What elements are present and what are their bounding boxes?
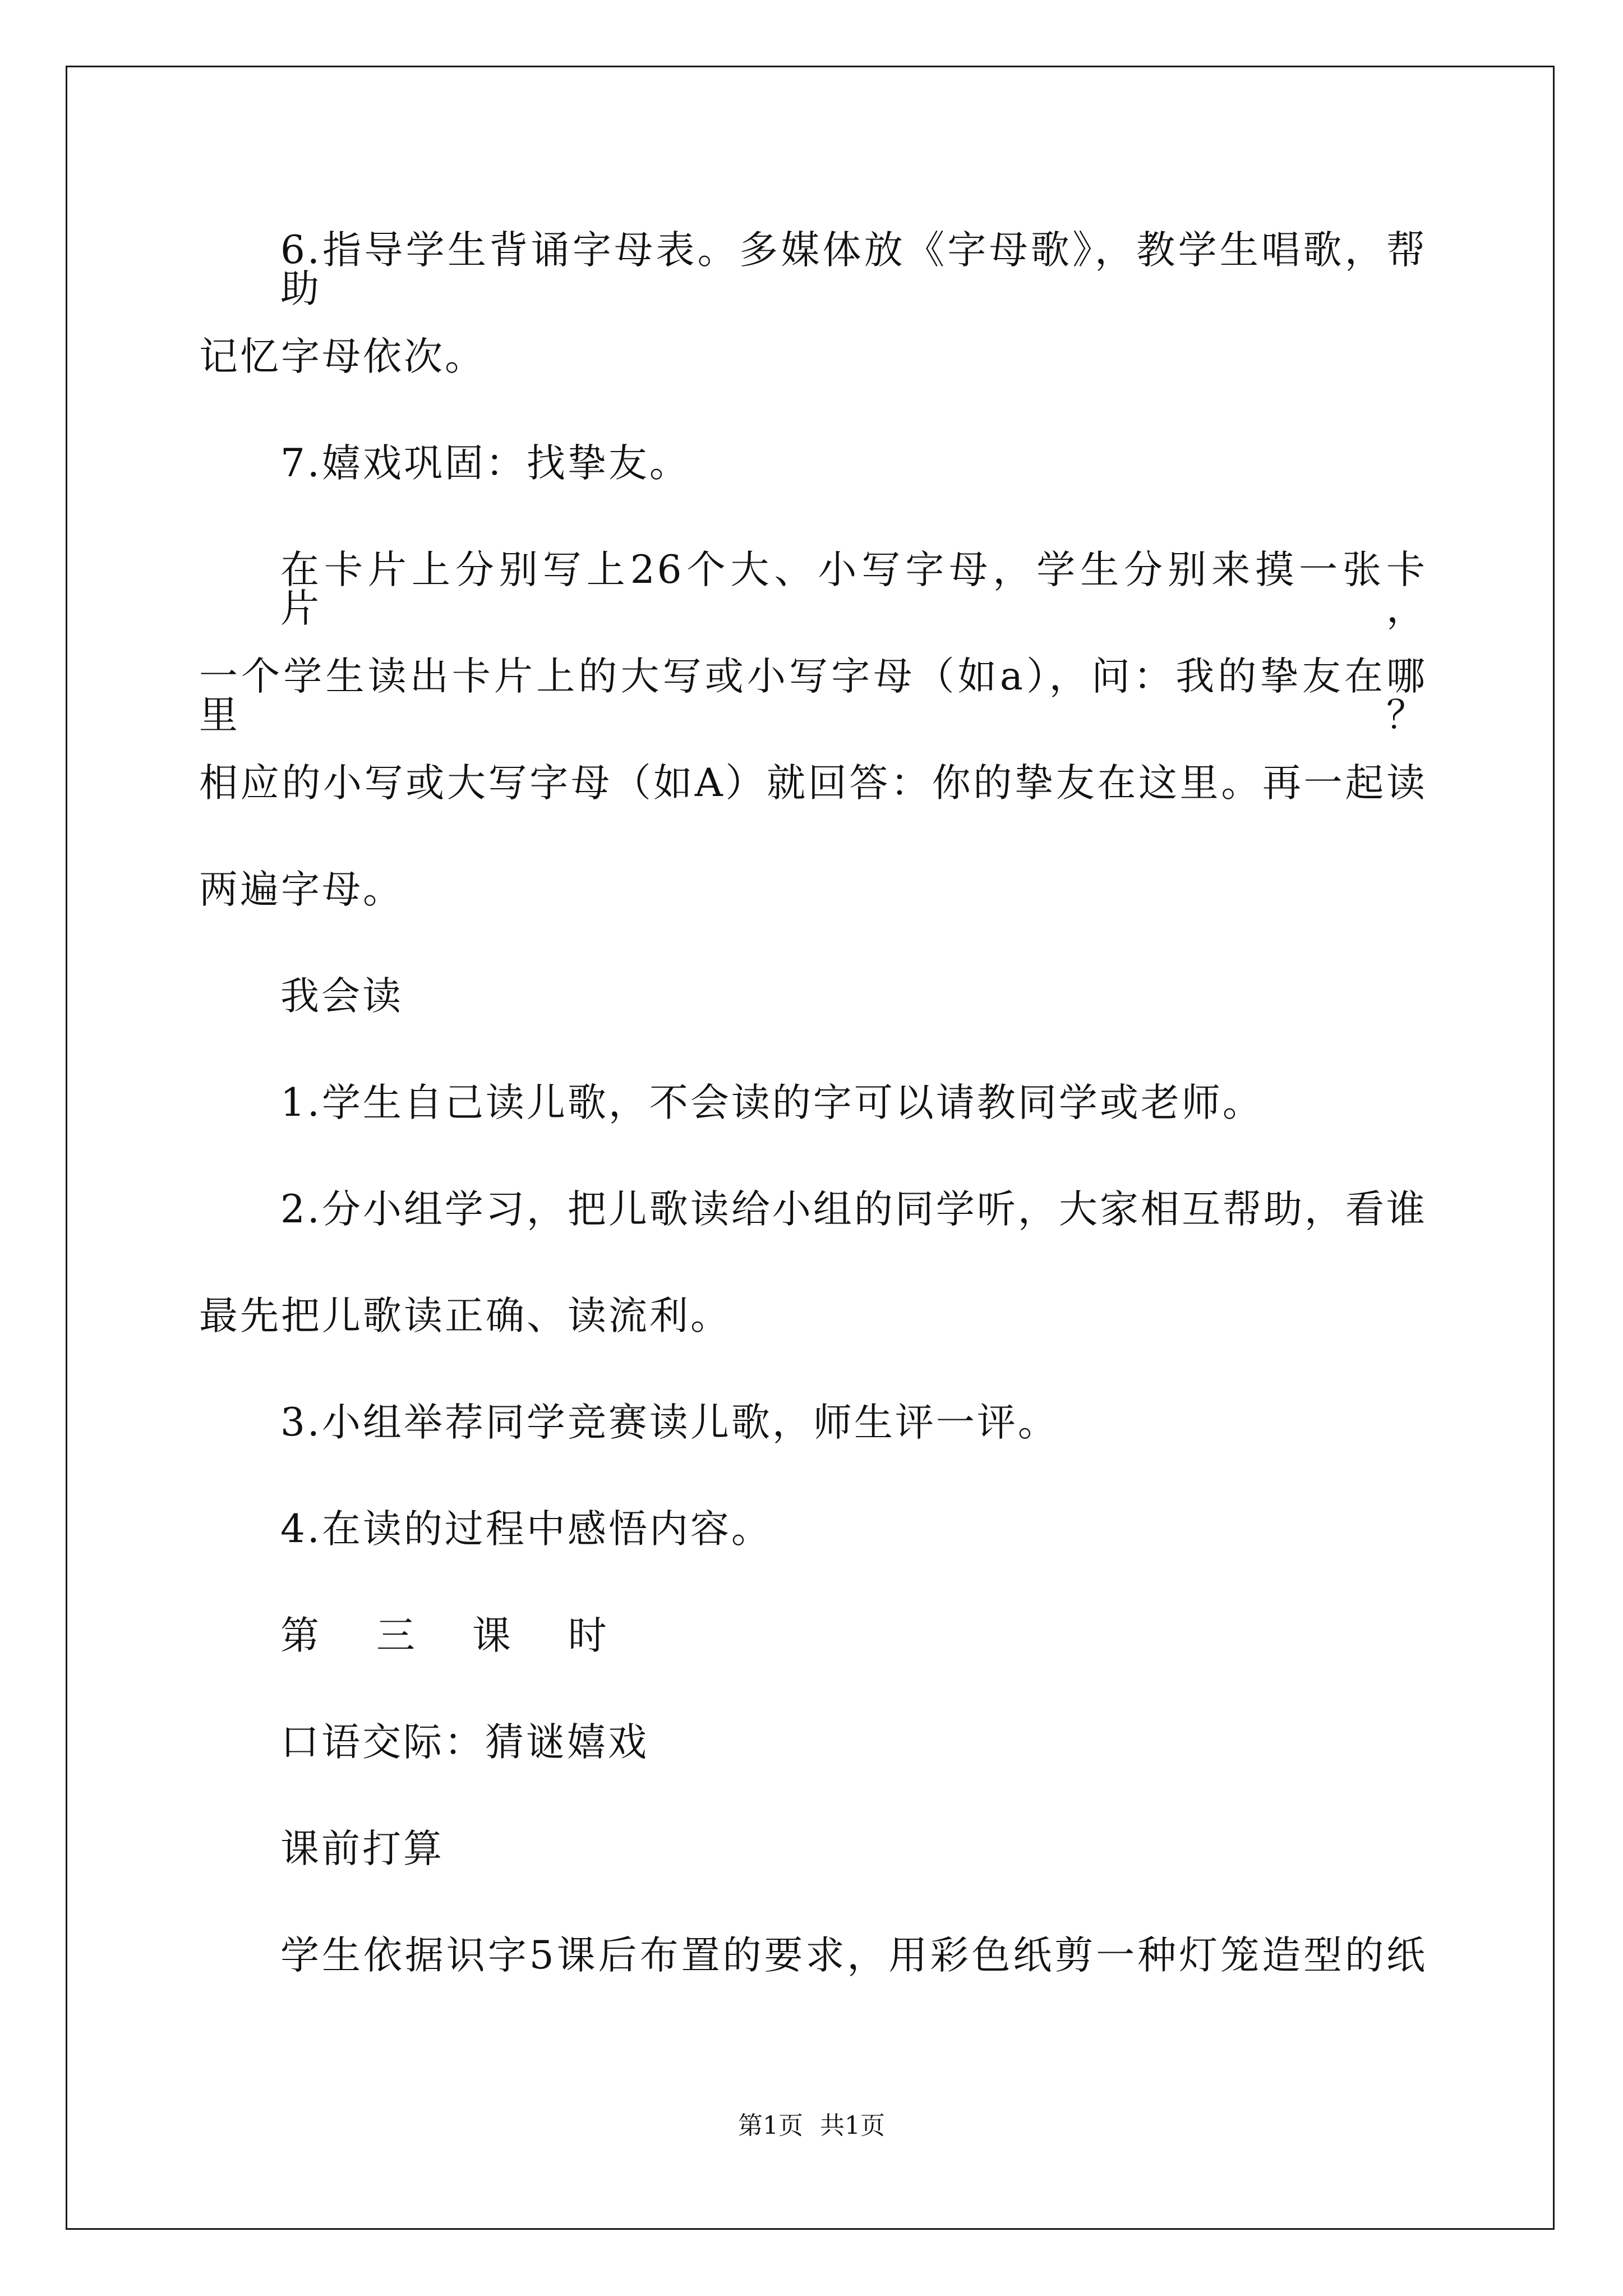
page-footer (0, 2111, 1623, 2140)
paragraph-line: 7.嬉戏巩固：找挚友。 (280, 441, 690, 486)
paragraph-line: 学生依据识字5课后布置的要求，用彩色纸剪一种灯笼造型的纸 (280, 1933, 1427, 1978)
paragraph-line: 4.在读的过程中感悟内容。 (280, 1507, 772, 1552)
page-border (66, 66, 1555, 2230)
paragraph-line: 3.小组举荐同学竞赛读儿歌，师生评一评。 (280, 1400, 1059, 1445)
paragraph-line: 最先把儿歌读正确、读流利。 (199, 1294, 731, 1338)
page-total: 共1页 (820, 2111, 885, 2140)
section-heading: 我会读 (280, 974, 403, 1019)
page-number: 第1页 (738, 2111, 803, 2140)
paragraph-line: 2.分小组学习，把儿歌读给小组的同学听，大家相互帮助，看谁 (280, 1187, 1427, 1232)
lesson-heading: 第 三 课 时 (280, 1613, 629, 1658)
paragraph-line: 相应的小写或大写字母（如A）就回答：你的挚友在这里。再一起读 (199, 761, 1427, 806)
paragraph-line: 1.学生自己读儿歌，不会读的字可以请教同学或老师。 (280, 1080, 1264, 1125)
paragraph-line: 6.指导学生背诵字母表。多媒体放《字母歌》，教学生唱歌，帮助 (280, 228, 1427, 311)
paragraph-line: 两遍字母。 (199, 867, 404, 912)
paragraph-line: 一个学生读出卡片上的大写或小写字母（如a），问：我的挚友在哪里？ (199, 654, 1427, 738)
paragraph-line: 记忆字母依次。 (199, 334, 486, 379)
paragraph-line: 在卡片上分别写上26个大、小写字母，学生分别来摸一张卡片， (280, 547, 1427, 631)
section-heading: 课前打算 (280, 1826, 444, 1871)
section-heading: 口语交际：猜谜嬉戏 (280, 1720, 649, 1765)
